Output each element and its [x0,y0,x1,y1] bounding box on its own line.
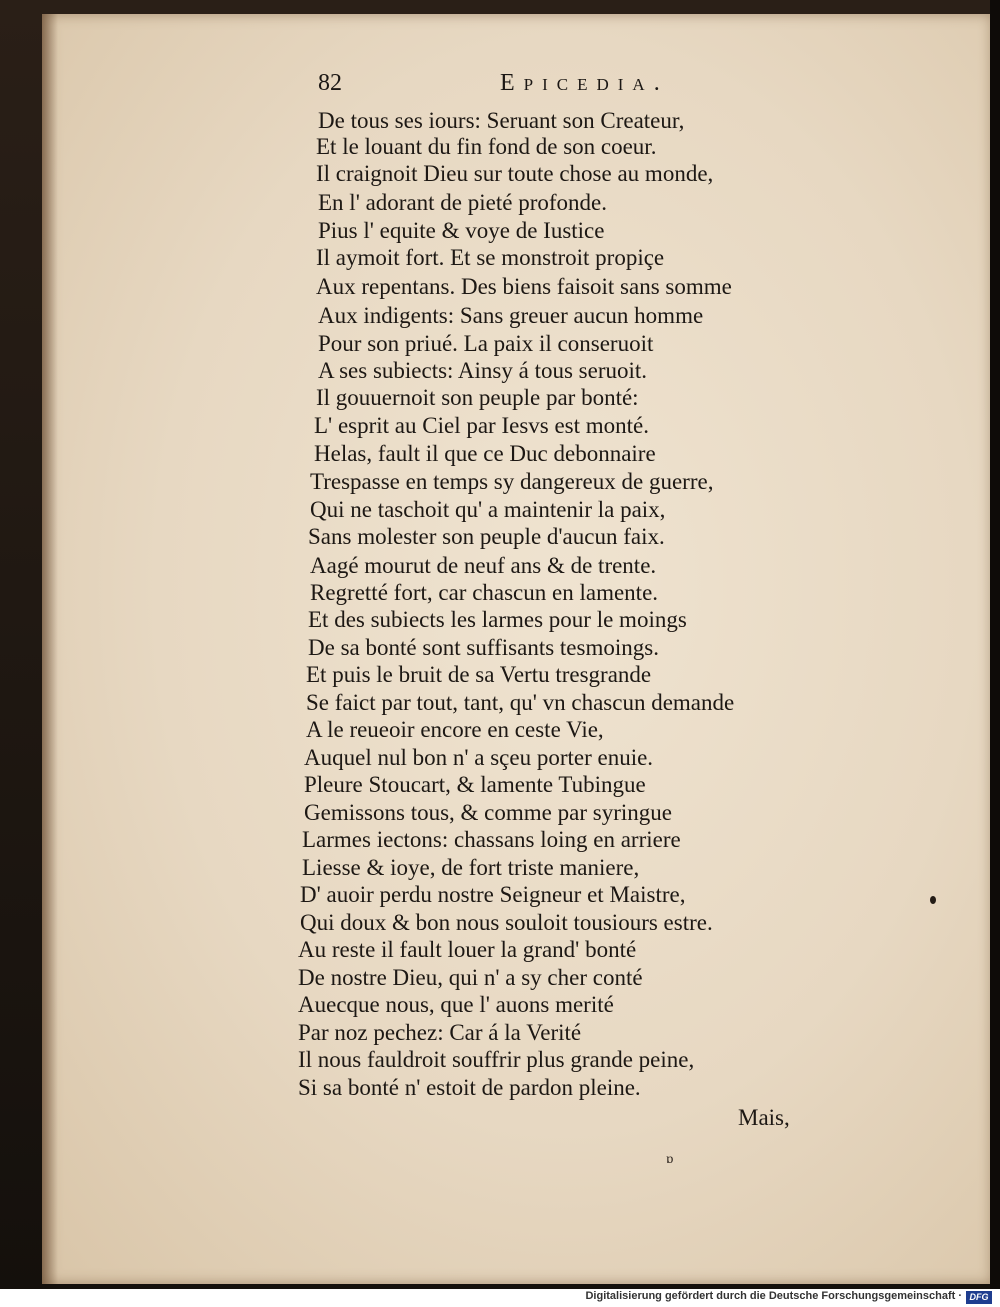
verse-line: Il craignoit Dieu sur toute chose au monde, [316,161,714,186]
verse-line: Il gouuernoit son peuple par bonté: [316,385,639,410]
verse-line: L' esprit au Ciel par Iesvs est monté. [314,413,650,438]
verse-line: Pleure Stoucart, & lamente Tubingue [304,772,646,797]
verse-line: Liesse & ioye, de fort triste maniere, [302,855,640,880]
page-number: 82 [318,70,342,96]
verse-line: Et le louant du fin fond de son coeur. [316,134,657,159]
verse-line: Au reste il fault louer la grand' bonté [298,937,637,962]
verse-line: En l' adorant de pieté profonde. [318,190,607,215]
verse-line: Par noz pechez: Car á la Verité [298,1020,582,1045]
signature-mark-ornament: ɒ [666,1152,674,1167]
verse-line: Gemissons tous, & comme par syringue [304,800,672,825]
verse-line: Aux repentans. Des biens faisoit sans somme [316,274,732,299]
verse-line: Pius l' equite & voye de Iustice [318,218,605,243]
verse-line: Qui doux & bon nous souloit tousiours estre. [300,910,713,935]
running-title: Epicedia. [500,70,669,96]
verse-line: De sa bonté sont suffisants tesmoings. [308,635,659,660]
verse-line: Auquel nul bon n' a sçeu porter enuie. [304,745,654,770]
verse-line: Sans molester son peuple d'aucun faix. [308,524,665,549]
verse-line: De tous ses iours: Seruant son Createur, [318,108,685,133]
verse-line: Et des subiects les larmes pour le moings [308,607,687,632]
verse-line: Aagé mourut de neuf ans & de trente. [310,553,657,578]
verse-line: Qui ne taschoit qu' a maintenir la paix, [310,497,666,522]
ink-spot [930,896,936,904]
verse-line: Si sa bonté n' estoit de pardon pleine. [298,1075,641,1100]
verse-line: Se faict par tout, tant, qu' vn chascun demande [306,690,735,715]
funding-notice: Digitalisierung gefördert durch die Deutsche Forschungsgemeinschaft · [585,1290,962,1302]
verse-line: Aux indigents: Sans greuer aucun homme [318,303,704,328]
verse-line: Pour son priué. La paix il conseruoit [318,331,654,356]
verse-line: Auecque nous, que l' auons merité [298,992,614,1017]
catchword: Mais, [738,1105,790,1130]
verse-line: Trespasse en temps sy dangereux de guerre, [310,469,714,494]
verse-line: A le reueoir encore en ceste Vie, [306,717,604,742]
verse-line: De nostre Dieu, qui n' a sy cher conté [298,965,643,990]
verse-line: Il nous fauldroit souffrir plus grande peine, [298,1047,695,1072]
verse-line: Il aymoit fort. Et se monstroit propiçe [316,245,665,270]
verse-line: Larmes iectons: chassans loing en arriere [302,827,681,852]
verse-line: Helas, fault il que ce Duc debonnaire [314,441,656,466]
dfg-logo-icon: DFG [966,1291,992,1304]
verse-line: Et puis le bruit de sa Vertu tresgrande [306,662,652,687]
verse-line: Regretté fort, car chascun en lamente. [310,580,659,605]
verse-line: D' auoir perdu nostre Seigneur et Maistre, [300,882,686,907]
verse-line: A ses subiects: Ainsy á tous seruoit. [318,358,648,383]
